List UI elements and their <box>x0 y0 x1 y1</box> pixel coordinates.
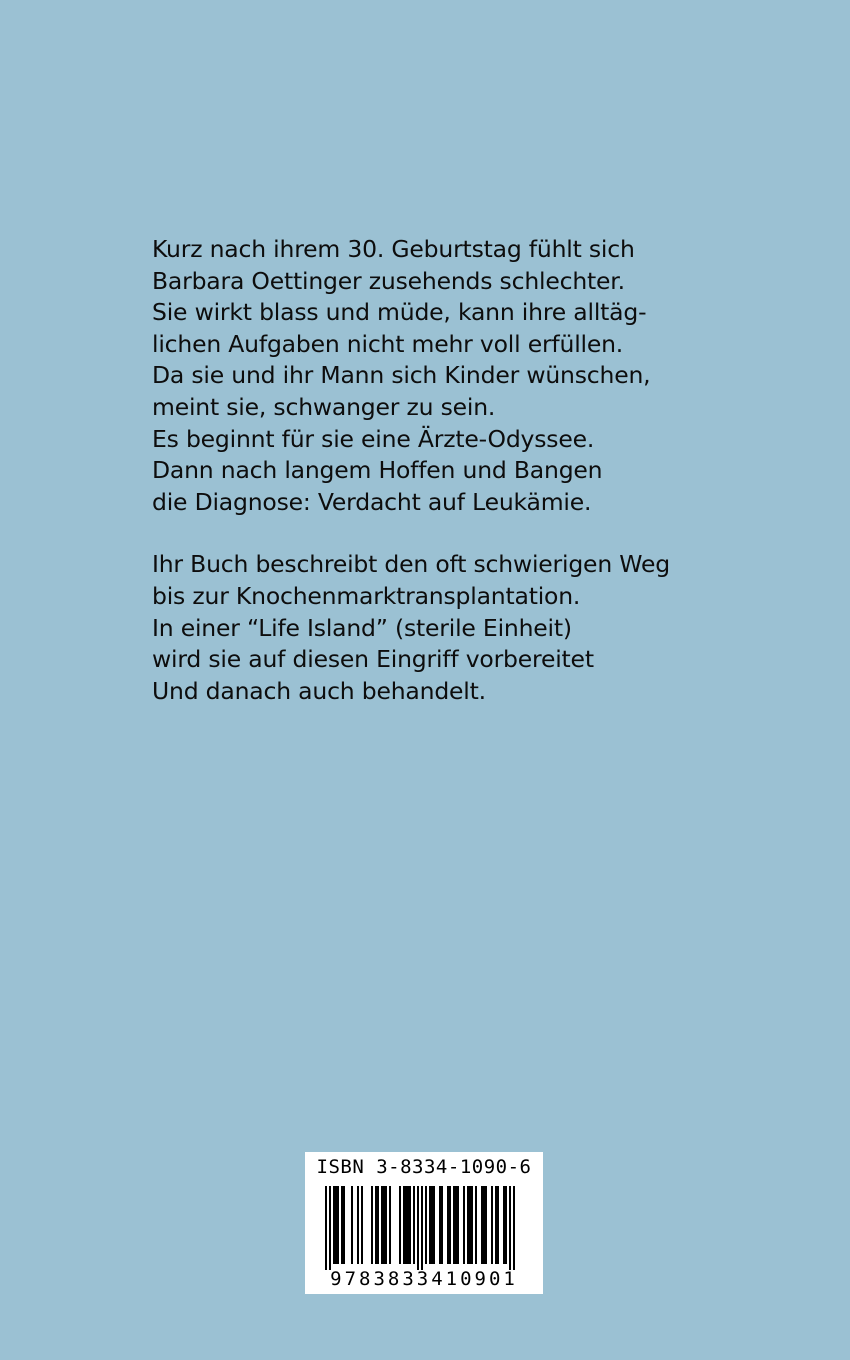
barcode-bar <box>433 1186 435 1264</box>
barcode-bar <box>421 1186 423 1270</box>
blurb-line: Ihr Buch beschreibt den oft schwierigen Weg <box>152 550 670 579</box>
barcode-bar <box>469 1186 471 1264</box>
barcode-bar <box>357 1186 359 1264</box>
barcode-bar <box>491 1186 493 1264</box>
barcode-bar <box>513 1186 515 1270</box>
blurb-line: Dann nach langem Hoffen und Bangen <box>152 456 603 485</box>
barcode-bar <box>447 1186 449 1264</box>
barcode-bar <box>377 1186 379 1264</box>
barcode-bar <box>467 1186 469 1264</box>
barcode-bar <box>485 1186 487 1264</box>
blurb-line: bis zur Knochenmarktransplantation. <box>152 581 581 610</box>
barcode-bar <box>375 1186 377 1264</box>
barcode-bar <box>481 1186 483 1264</box>
barcode-bar <box>417 1186 419 1270</box>
blurb-line: lichen Aufgaben nicht mehr voll erfüllen. <box>152 329 624 358</box>
barcode-bar <box>325 1186 327 1270</box>
barcode-bar <box>389 1186 391 1264</box>
blurb-line: Es beginnt für sie eine Ärzte-Odyssee. <box>152 424 595 453</box>
barcode-bar <box>343 1186 345 1264</box>
blurb-line: Da sie und ihr Mann sich Kinder wünschen, <box>152 361 651 390</box>
barcode-bars <box>319 1186 529 1270</box>
isbn-barcode <box>305 1152 543 1294</box>
barcode-bar <box>337 1186 339 1264</box>
blurb-paragraph-1 <box>152 234 752 518</box>
barcode-bar <box>475 1186 477 1264</box>
barcode-bar <box>505 1186 507 1264</box>
barcode-bar <box>429 1186 431 1264</box>
barcode-bar <box>431 1186 433 1264</box>
barcode-bar <box>509 1186 511 1270</box>
barcode-bar <box>403 1186 405 1264</box>
barcode-bar <box>483 1186 485 1264</box>
ean-digits: 9783833410901 <box>330 1268 518 1290</box>
barcode-bar <box>329 1186 331 1270</box>
blurb-line: Barbara Oettinger zusehends schlechter. <box>152 266 625 295</box>
barcode-bar <box>495 1186 497 1264</box>
blurb-paragraph-2 <box>152 549 752 707</box>
barcode-bar <box>449 1186 451 1264</box>
barcode-bar <box>453 1186 455 1264</box>
blurb-text <box>152 234 752 707</box>
blurb-line: In einer “Life Island” (sterile Einheit) <box>152 613 572 642</box>
barcode-bar <box>383 1186 385 1264</box>
barcode-bar <box>463 1186 465 1264</box>
barcode-bar <box>455 1186 457 1264</box>
barcode-bar <box>385 1186 387 1264</box>
blurb-line: meint sie, schwanger zu sein. <box>152 392 496 421</box>
barcode-bar <box>405 1186 407 1264</box>
barcode-bar <box>335 1186 337 1264</box>
barcode-bar <box>399 1186 401 1264</box>
barcode-bar <box>409 1186 411 1264</box>
barcode-bar <box>503 1186 505 1264</box>
barcode-bar <box>497 1186 499 1264</box>
barcode-bar <box>407 1186 409 1264</box>
barcode-bar <box>341 1186 343 1264</box>
barcode-bar <box>425 1186 427 1264</box>
blurb-line: die Diagnose: Verdacht auf Leukämie. <box>152 487 592 516</box>
barcode-bar <box>439 1186 441 1264</box>
barcode-bar <box>381 1186 383 1264</box>
barcode-bar <box>441 1186 443 1264</box>
isbn-label: ISBN 3-8334-1090-6 <box>316 1156 532 1178</box>
barcode-bar <box>351 1186 353 1264</box>
barcode-bar <box>333 1186 335 1264</box>
blurb-line: Und danach auch behandelt. <box>152 676 486 705</box>
blurb-line: Sie wirkt blass und müde, kann ihre alltäg- <box>152 298 647 327</box>
barcode-bar <box>471 1186 473 1264</box>
barcode-bar <box>413 1186 415 1264</box>
blurb-line: wird sie auf diesen Eingriff vorbereitet <box>152 645 594 674</box>
barcode-bar <box>457 1186 459 1264</box>
barcode-bar <box>361 1186 363 1264</box>
barcode-bar <box>371 1186 373 1264</box>
blurb-line: Kurz nach ihrem 30. Geburtstag fühlt sich <box>152 235 635 263</box>
